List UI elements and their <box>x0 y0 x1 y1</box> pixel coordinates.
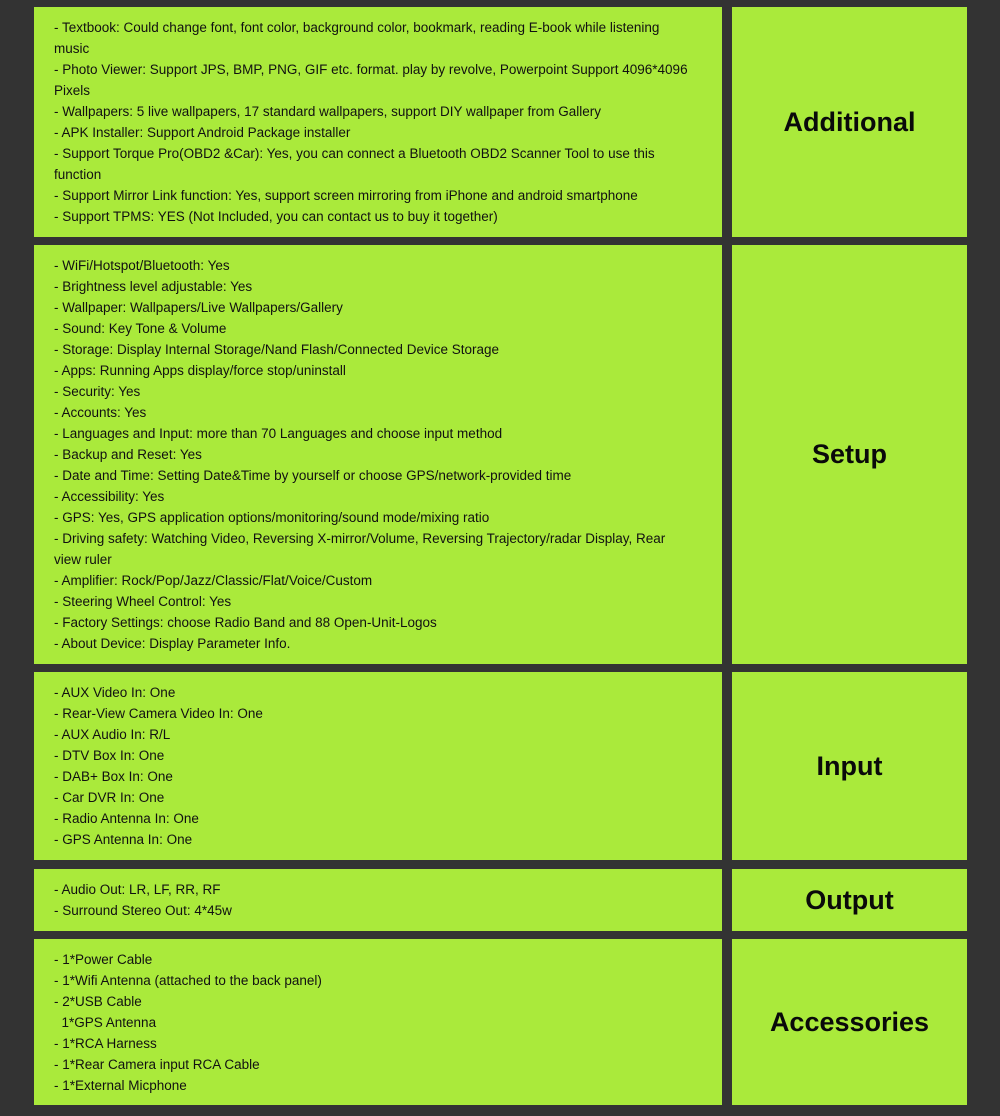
output-heading-cell <box>732 869 967 931</box>
setup-line: - Backup and Reset: Yes <box>54 447 202 462</box>
setup-heading-cell <box>732 245 967 664</box>
setup-line: - Languages and Input: more than 70 Languages and choose input method <box>54 426 503 441</box>
input-line: - GPS Antenna In: One <box>54 832 193 847</box>
setup-line: view ruler <box>54 552 112 567</box>
additional-heading-cell <box>732 7 967 237</box>
setup-line: - Driving safety: Watching Video, Reversing X-mirror/Volume, Reversing Trajectory/radar Display, Rear <box>54 531 666 546</box>
setup-line: - Security: Yes <box>54 384 141 399</box>
setup-heading: Setup <box>811 439 887 469</box>
setup-line: - Brightness level adjustable: Yes <box>54 279 253 294</box>
setup-line: - Accessibility: Yes <box>54 489 165 504</box>
setup-line: - About Device: Display Parameter Info. <box>54 636 291 651</box>
accessories-heading: Accessories <box>769 1006 930 1037</box>
accessories-line: - 1*Wifi Antenna (attached to the back panel) <box>54 973 322 988</box>
setup-details <box>34 245 722 664</box>
input-heading: Input <box>816 750 883 781</box>
setup-line: - GPS: Yes, GPS application options/monitoring/sound mode/mixing ratio <box>54 510 490 525</box>
section-output <box>34 869 967 931</box>
accessories-line: 1*GPS Antenna <box>54 1015 157 1030</box>
additional-line: function <box>54 167 102 182</box>
additional-line: music <box>54 41 90 56</box>
additional-line: - Support Mirror Link function: Yes, support screen mirroring from iPhone and android smartphone <box>54 188 638 203</box>
section-additional <box>34 7 967 237</box>
setup-line: - Date and Time: Setting Date&Time by yourself or choose GPS/network-provided time <box>54 468 572 483</box>
output-line: - Audio Out: LR, LF, RR, RF <box>54 882 221 897</box>
accessories-line: - 1*Rear Camera input RCA Cable <box>54 1057 260 1072</box>
setup-line: - Amplifier: Rock/Pop/Jazz/Classic/Flat/Voice/Custom <box>54 573 373 588</box>
accessories-heading-cell <box>732 939 967 1105</box>
section-setup <box>34 245 967 664</box>
input-line: - AUX Audio In: R/L <box>54 727 171 742</box>
input-line: - Car DVR In: One <box>54 790 165 805</box>
input-heading-cell <box>732 672 967 860</box>
output-line: - Surround Stereo Out: 4*45w <box>54 903 232 918</box>
additional-line: - Support Torque Pro(OBD2 &Car): Yes, you can connect a Bluetooth OBD2 Scanner Tool to use this <box>54 146 655 161</box>
input-details <box>34 672 722 860</box>
input-line: - DAB+ Box In: One <box>54 769 173 784</box>
accessories-line: - 2*USB Cable <box>54 994 142 1009</box>
additional-line: - Photo Viewer: Support JPS, BMP, PNG, GIF etc. format. play by revolve, Powerpoint Support 4096*4096 <box>54 62 688 77</box>
setup-line: - WiFi/Hotspot/Bluetooth: Yes <box>54 258 230 273</box>
accessories-line: - 1*External Micphone <box>54 1078 187 1093</box>
section-accessories <box>34 939 967 1105</box>
setup-line: - Wallpaper: Wallpapers/Live Wallpapers/Gallery <box>54 300 343 315</box>
accessories-line: - 1*Power Cable <box>54 952 153 967</box>
accessories-details <box>34 939 722 1105</box>
setup-line: - Steering Wheel Control: Yes <box>54 594 232 609</box>
input-line: - AUX Video In: One <box>54 685 176 700</box>
section-input <box>34 672 967 860</box>
additional-line: - Support TPMS: YES (Not Included, you can contact us to buy it together) <box>54 209 498 224</box>
additional-heading: Additional <box>783 106 916 137</box>
input-line: - Radio Antenna In: One <box>54 811 199 826</box>
additional-line: - Wallpapers: 5 live wallpapers, 17 standard wallpapers, support DIY wallpaper from Gallery <box>54 104 602 119</box>
additional-line: - APK Installer: Support Android Package installer <box>54 125 351 140</box>
input-line: - Rear-View Camera Video In: One <box>54 706 263 721</box>
setup-line: - Apps: Running Apps display/force stop/uninstall <box>54 363 346 378</box>
additional-details <box>34 7 722 237</box>
setup-line: - Storage: Display Internal Storage/Nand Flash/Connected Device Storage <box>54 342 499 357</box>
output-details <box>34 869 722 931</box>
input-line: - DTV Box In: One <box>54 748 165 763</box>
setup-line: - Factory Settings: choose Radio Band and 88 Open-Unit-Logos <box>54 615 437 630</box>
setup-line: - Accounts: Yes <box>54 405 147 420</box>
output-heading: Output <box>805 884 894 915</box>
additional-line: - Textbook: Could change font, font color, background color, bookmark, reading E-book while listening <box>54 20 660 35</box>
setup-line: - Sound: Key Tone & Volume <box>54 321 227 336</box>
accessories-line: - 1*RCA Harness <box>54 1036 157 1051</box>
additional-line: Pixels <box>54 83 91 98</box>
